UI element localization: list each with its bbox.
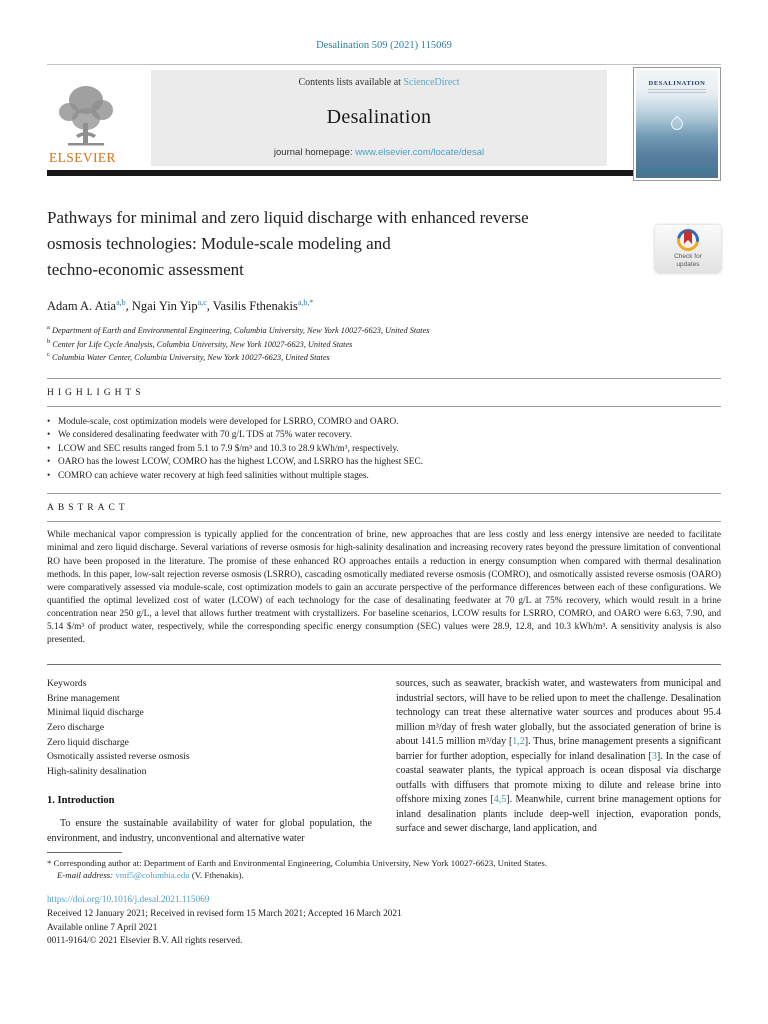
abstract-text: While mechanical vapor compression is typically applied for the concentration of brine, new approaches that are less costly and less energy intensive are needed to facilitate minimal and zero liquid discharge. Several variations of reverse osmosis for high-salinity desalination and increasing recovery rates beyond the pressure limitation of conventional RO have been proposed in the literature. The promise of these enhanced RO approaches entails a reduction in energy consumption when compared with thermal desalination methods. In this paper, low-salt rejection reverse osmosis (LSRRO), cascading osmotically mediated reverse osmosis (COMRO), and osmotically assisted reverse osmosis (OARO) were comparatively assessed via module-scale, cost optimization models to gain an accurate perspective of the performance differences between each of these configurations. We quantified the optimal levelized cost of water (LCOW) of each technology for the case of desalinating feedwater at 70 g/L at 75% recovery, which would result in a brine concentration near 250 g/L, a level that allows further treatment with crystallizers. For baseline scenarios, LCOW results for LSRRO, COMRO, and OARO were 6.63, 7.90, and 5.14 $/m³ of product water, respectively, while the corresponding specific energy consumption (SEC) values were 28.9, 12.8, and 10.3 kWh/m³. A sensitivity analysis is also presented.	[47, 530, 721, 646]
right-column	[396, 677, 721, 846]
contents-prefix: Contents lists available at	[298, 77, 404, 88]
section-heading-introduction: 1. Introduction	[47, 795, 115, 807]
journal-cover-thumbnail[interactable]	[633, 67, 721, 181]
cover-art	[636, 70, 718, 178]
check-for-updates-icon	[677, 229, 699, 251]
author-1-affil-sup: a,b	[116, 298, 126, 307]
elsevier-wordmark: ELSEVIER	[49, 150, 116, 165]
title-line-3: techno-economic assessment	[47, 260, 244, 279]
journal-homepage-link[interactable]: www.elsevier.com/locate/desal	[355, 147, 485, 158]
affiliation-list	[47, 323, 721, 364]
corresponding-author-footnote	[47, 857, 721, 881]
journal-citation: Desalination 509 (2021) 115069	[316, 40, 452, 51]
keyword-item: Zero discharge	[47, 721, 105, 733]
author-3-name: Vasilis Fthenakis	[212, 299, 298, 314]
masthead-black-bar	[47, 170, 721, 176]
journal-masthead	[47, 70, 721, 166]
keyword-item: Zero liquid discharge	[47, 736, 129, 748]
title-line-2: osmosis technologies: Module-scale modeling and	[47, 234, 391, 253]
doi-link[interactable]: https://doi.org/10.1016/j.desal.2021.115069	[47, 895, 210, 906]
article-title	[47, 205, 657, 283]
cover-subtitle-lines	[648, 89, 705, 93]
author-list: Adam A. Atia$^{a,b}$, Ngai Yin Yip$^{a,c}$, Vasilis Fthenakis$^{a,b,*}$	[47, 298, 314, 314]
author-1-name: Adam A. Atia	[47, 299, 117, 314]
highlight-item: • OARO has the lowest LCOW, COMRO has the highest LCOW, and LSRRO has the highest SEC.	[47, 456, 721, 470]
footnote-divider	[47, 852, 122, 853]
citation-ref-1-2[interactable]: 1,2	[512, 736, 525, 748]
masthead-center	[151, 70, 607, 166]
citation-ref-3[interactable]: 3	[651, 750, 657, 762]
crossmark-ring-icon	[673, 225, 704, 256]
affiliation-c: $^c$ Columbia Water Center, Columbia University, New York 10027-6623, United States	[47, 351, 330, 363]
keyword-item: Brine management	[47, 692, 120, 704]
title-line-1: Pathways for minimal and zero liquid discharge with enhanced reverse	[47, 208, 529, 227]
top-divider	[47, 64, 721, 65]
footnote-line-1: * Corresponding author at: Department of Earth and Environmental Engineering, Columbia University, New York 10027-6623, United States.	[47, 858, 548, 869]
divider	[47, 521, 721, 522]
keywords-label: Keywords	[47, 678, 87, 690]
introduction-paragraph-left: To ensure the sustainable availability of water for global population, the environment, and industry, unconventional and alternative water	[47, 818, 372, 845]
check-for-updates-label: Check for updates	[674, 253, 702, 268]
available-online: Available online 7 April 2021	[47, 922, 158, 933]
affiliation-b: $^b$ Center for Life Cycle Analysis, Columbia University, New York 10027-6623, United States	[47, 337, 353, 349]
water-drop-icon	[669, 115, 686, 132]
elsevier-tree-icon	[55, 83, 117, 149]
introduction-paragraph-right: sources, such as seawater, brackish water, and wastewaters from municipal and industrial sectors, will have to be relied upon to meet the challenge. Desalination technology can treat these alternative water sources and produces about 95.4 million m³/day of fresh water globally, but the associated generation of brine is about 141.5 million m³/day [1,2]. Thus, brine management presents a significant barrier for further adoption, especially for inland desalination [3]. In the case of coastal seawater plants, the typical approach is ocean disposal via discharge outfalls with diffusers that promote mixing to dilute and release brine into offshore mixing zones [4,5]. Meanwhile, current brine management options for inland desalination plants include deep-well injection, evaporation ponds, surface and sewer discharge, land application, and	[396, 678, 722, 835]
cover-bottom-band	[642, 168, 712, 171]
footnote-email-line: E-mail address: vmf5@columbia.edu (V. Fthenakis).	[57, 870, 244, 881]
two-column-body	[47, 677, 721, 846]
email-link[interactable]: vmf5@columbia.edu	[113, 870, 190, 881]
issn-copyright: 0011-9164/© 2021 Elsevier B.V. All rights reserved.	[47, 936, 243, 947]
keyword-item: High-salinity desalination	[47, 765, 147, 777]
footnote-star: *	[47, 858, 52, 869]
highlights-heading: HIGHLIGHTS	[47, 387, 145, 398]
highlight-item: • We considered desalinating feedwater with 70 g/L TDS at 75% water recovery.	[47, 429, 721, 443]
check-for-updates-badge[interactable]	[655, 225, 721, 273]
divider	[47, 378, 721, 379]
divider	[47, 664, 721, 665]
highlights-list	[47, 416, 721, 484]
email-label: E-mail address:	[57, 870, 114, 881]
journal-homepage-line	[155, 147, 603, 158]
highlight-item: • LCOW and SEC results ranged from 5.1 to 7.9 $/m³ and 10.3 to 28.9 kWh/m³, respectively.	[47, 443, 721, 457]
contents-list-line	[155, 77, 603, 88]
article-header	[47, 205, 721, 364]
author-2-name: Ngai Yin Yip	[131, 299, 198, 314]
sciencedirect-link[interactable]: ScienceDirect	[403, 77, 460, 88]
left-column	[47, 677, 372, 846]
received-dates: Received 12 January 2021; Received in revised form 15 March 2021; Accepted 16 March 2021	[47, 909, 402, 920]
divider	[47, 493, 721, 494]
masthead-journal-title: Desalination	[326, 106, 432, 128]
highlight-item: • Module-scale, cost optimization models were developed for LSRRO, COMRO and OARO.	[47, 416, 721, 430]
highlight-item: • COMRO can achieve water recovery at high feed salinities without multiple stages.	[47, 470, 721, 484]
homepage-prefix: journal homepage:	[273, 147, 356, 158]
abstract-heading: ABSTRACT	[47, 503, 129, 514]
doi-line	[47, 895, 721, 905]
affiliation-a: $^a$ Department of Earth and Environmental Engineering, Columbia University, New York 10027-6623, United States	[47, 324, 430, 335]
cover-journal-title: DESALINATION	[648, 80, 706, 87]
keywords-block	[47, 677, 372, 779]
author-3-affil-sup: a,b,*	[297, 298, 314, 307]
keyword-item: Minimal liquid discharge	[47, 707, 144, 719]
citation-ref-4-5[interactable]: 4,5	[493, 794, 507, 806]
article-history	[47, 908, 721, 949]
elsevier-logo	[47, 70, 151, 166]
divider	[47, 406, 721, 407]
keyword-item: Osmotically assisted reverse osmosis	[47, 751, 190, 763]
author-2-affil-sup: a,c	[197, 298, 207, 307]
